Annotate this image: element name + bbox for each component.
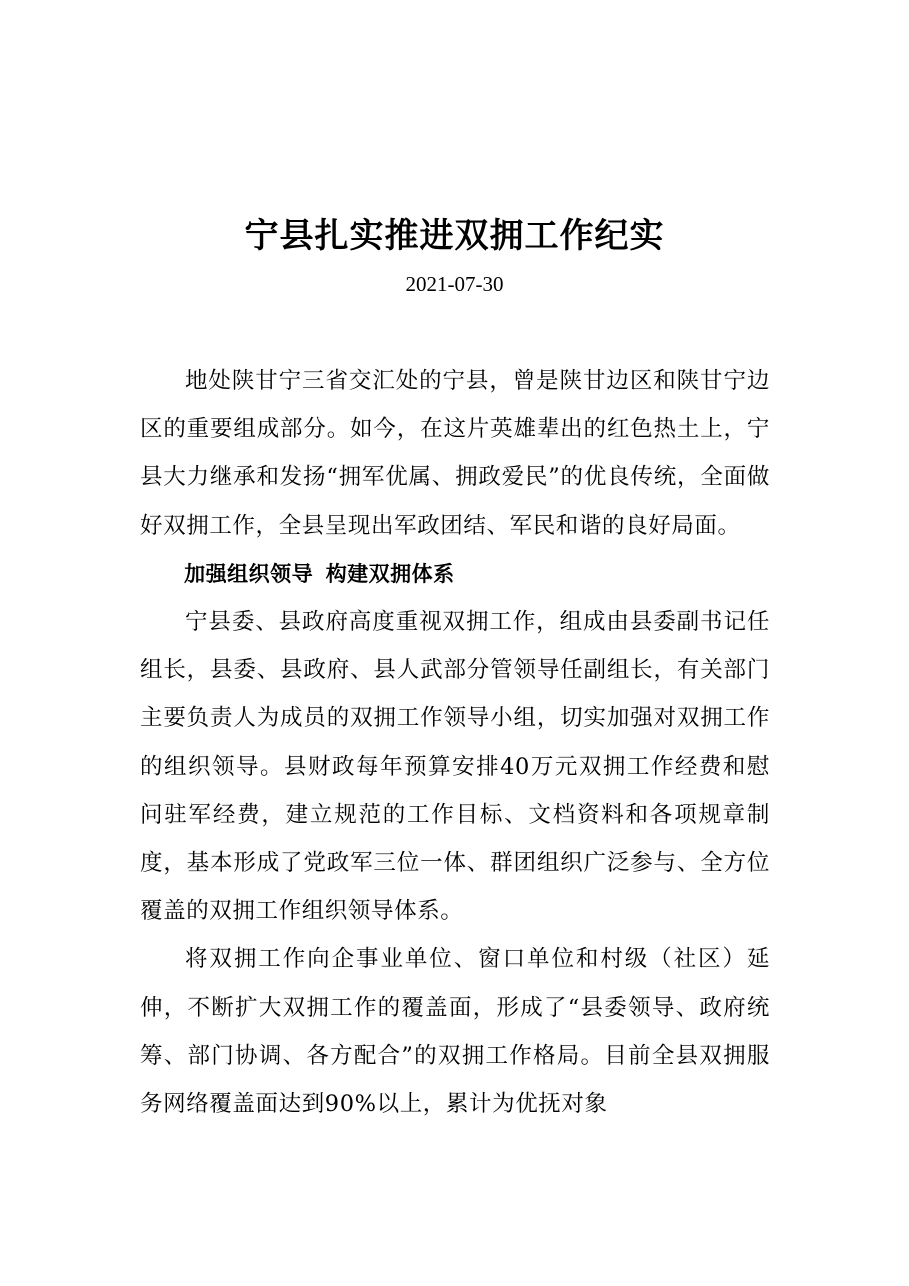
article-title: 宁县扎实推进双拥工作纪实 (244, 216, 665, 256)
section-heading (140, 550, 770, 598)
article-body (140, 357, 770, 1128)
intro-paragraph: 地处陕甘宁三省交汇处的宁县，曾是陕甘边区和陕甘宁边区的重要组成部分。如今，在这片英雄辈出的红色热土上，宁县大力继承和发扬“拥军优属、拥政爱民”的优良传统，全面做好双拥工作，全县呈现出军政团结、军民和谐的良好局面。 (140, 368, 770, 539)
section-heading-part1: 加强组织领导 (184, 561, 314, 586)
section-heading-part2: 构建双拥体系 (325, 561, 455, 586)
section-paragraph-1: 宁县委、县政府高度重视双拥工作，组成由县委副书记任组长，县委、县政府、县人武部分管领导任副组长，有关部门主要负责人为成员的双拥工作领导小组，切实加强对双拥工作的组织领导。县财政每年预算安排40万元双拥工作经费和慰问驻军经费，建立规范的工作目标、文档资料和各项规章制度，基本形成了党政军三位一体、群团组织广泛参与、全方位覆盖的双拥工作组织领导体系。 (140, 609, 770, 925)
section-paragraph-2: 将双拥工作向企事业单位、窗口单位和村级（社区）延伸，不断扩大双拥工作的覆盖面，形成了“县委领导、政府统筹、部门协调、各方配合”的双拥工作格局。目前全县双拥服务网络覆盖面达到90%以上，累计为优抚对象 (140, 946, 770, 1118)
article-date: 2021-07-30 (405, 272, 504, 296)
